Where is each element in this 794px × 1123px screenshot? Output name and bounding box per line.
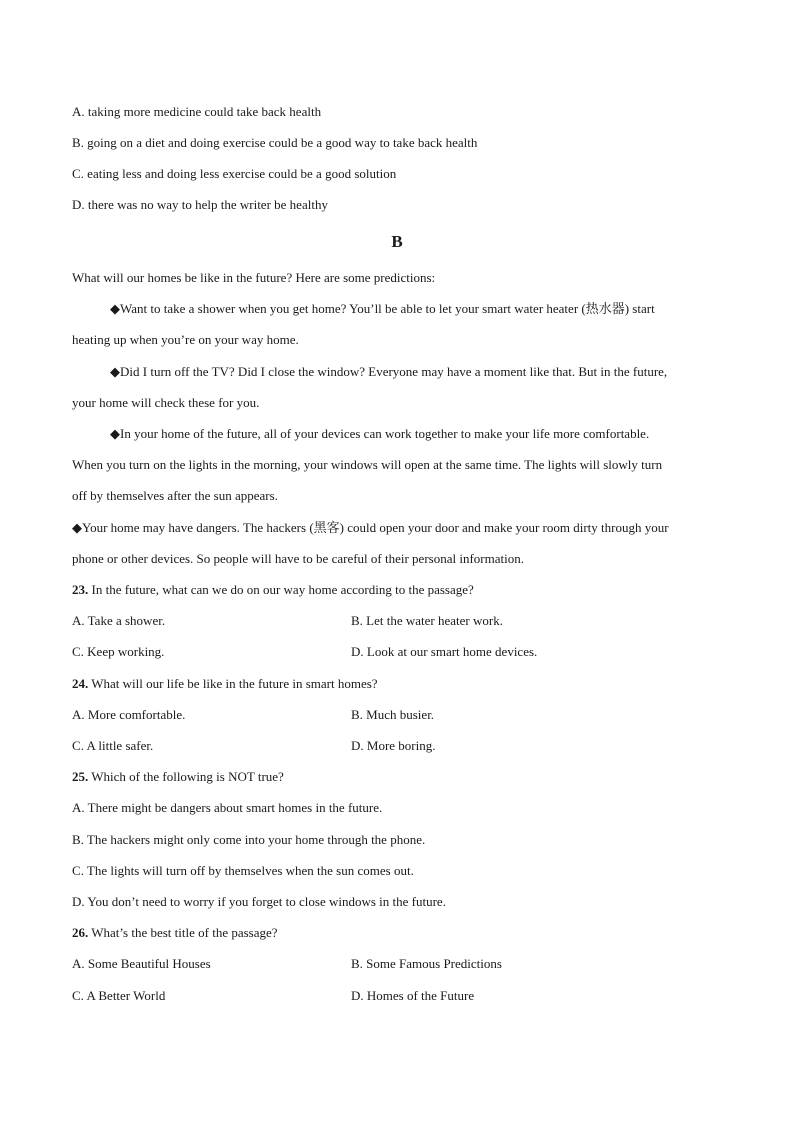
passage-p1-line2: heating up when you’re on your way home. bbox=[72, 332, 299, 347]
question-26 bbox=[72, 925, 278, 941]
question-text: What’s the best title of the passage? bbox=[88, 925, 278, 940]
q24-option-b: B. Much busier. bbox=[351, 707, 435, 722]
q23-option-a: A. Take a shower. bbox=[72, 613, 166, 628]
q24-option-a: A. More comfortable. bbox=[72, 707, 186, 722]
passage-p2-line2: your home will check these for you. bbox=[72, 395, 260, 410]
question-23 bbox=[72, 582, 474, 598]
prev-option-a: A. taking more medicine could take back health bbox=[72, 104, 322, 119]
q23-option-c: C. Keep working. bbox=[72, 644, 165, 659]
q25-option-d: D. You don’t need to worry if you forget to close windows in the future. bbox=[72, 894, 446, 909]
q25-option-c: C. The lights will turn off by themselves when the sun comes out. bbox=[72, 863, 414, 878]
prev-option-d: D. there was no way to help the writer be healthy bbox=[72, 197, 328, 212]
prev-option-b: B. going on a diet and doing exercise could be a good way to take back health bbox=[72, 135, 478, 150]
passage-p4-line1: ◆Your home may have dangers. The hackers (黑客) could open your door and make your room dirty through your bbox=[72, 520, 669, 535]
q26-option-b: B. Some Famous Predictions bbox=[351, 956, 502, 971]
q24-option-c: C. A little safer. bbox=[72, 738, 154, 753]
q26-option-d: D. Homes of the Future bbox=[351, 988, 475, 1003]
q26-option-c: C. A Better World bbox=[72, 988, 166, 1003]
question-text: Which of the following is NOT true? bbox=[88, 769, 284, 784]
q25-option-b: B. The hackers might only come into your home through the phone. bbox=[72, 832, 426, 847]
passage-p4-line2: phone or other devices. So people will have to be careful of their personal information. bbox=[72, 551, 524, 566]
q23-option-b: B. Let the water heater work. bbox=[351, 613, 503, 628]
prev-option-c: C. eating less and doing less exercise could be a good solution bbox=[72, 166, 397, 181]
passage-p2-line1: ◆Did I turn off the TV? Did I close the window? Everyone may have a moment like that. But in the future, bbox=[110, 364, 668, 379]
question-24 bbox=[72, 676, 378, 692]
section-title: B bbox=[391, 232, 403, 251]
passage-p3-line2: When you turn on the lights in the morning, your windows will open at the same time. The lights will slowly turn bbox=[72, 457, 663, 472]
passage-p1-line1: ◆Want to take a shower when you get home? You’ll be able to let your smart water heater (热水器) start bbox=[110, 301, 655, 316]
passage-intro: What will our homes be like in the future? Here are some predictions: bbox=[72, 270, 436, 285]
passage-p3-line1: ◆In your home of the future, all of your devices can work together to make your life more comfortable. bbox=[110, 426, 650, 441]
question-text: What will our life be like in the future in smart homes? bbox=[88, 676, 378, 691]
question-number: 24. bbox=[72, 676, 89, 691]
question-25 bbox=[72, 769, 284, 785]
q23-option-d: D. Look at our smart home devices. bbox=[351, 644, 538, 659]
question-number: 23. bbox=[72, 582, 89, 597]
q26-option-a: A. Some Beautiful Houses bbox=[72, 956, 211, 971]
question-number: 26. bbox=[72, 925, 89, 940]
q25-option-a: A. There might be dangers about smart homes in the future. bbox=[72, 800, 383, 815]
question-text: In the future, what can we do on our way home according to the passage? bbox=[88, 582, 474, 597]
passage-p3-line3: off by themselves after the sun appears. bbox=[72, 488, 278, 503]
question-number: 25. bbox=[72, 769, 89, 784]
q24-option-d: D. More boring. bbox=[351, 738, 436, 753]
